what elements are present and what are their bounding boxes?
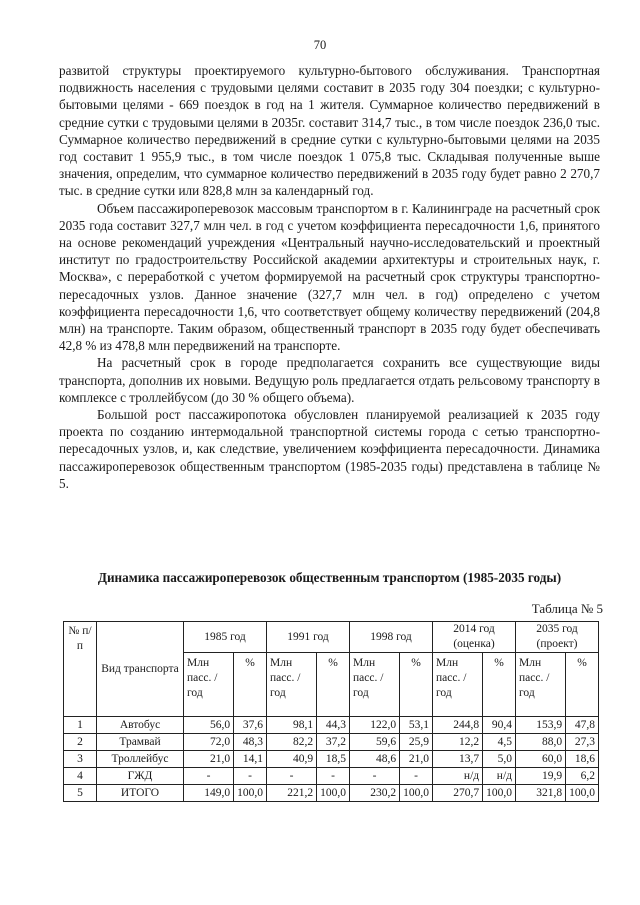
cell-value: - <box>317 768 350 785</box>
cell-value: 6,2 <box>566 768 599 785</box>
cell-value: 40,9 <box>267 751 317 768</box>
cell-value: 25,9 <box>400 734 433 751</box>
cell-value: 90,4 <box>483 717 516 734</box>
header-year: 1985 год <box>184 622 267 653</box>
row-transport-type: Трамвай <box>97 734 184 751</box>
header-unit-pct: % <box>566 653 599 717</box>
cell-value: 321,8 <box>516 785 566 802</box>
page-number: 70 <box>313 38 327 52</box>
cell-value: 100,0 <box>317 785 350 802</box>
header-year: 1991 год <box>267 622 350 653</box>
cell-value: 53,1 <box>400 717 433 734</box>
cell-value: 19,9 <box>516 768 566 785</box>
row-num: 1 <box>64 717 97 734</box>
cell-value: 48,3 <box>234 734 267 751</box>
table-row <box>64 717 599 734</box>
cell-value: 47,8 <box>566 717 599 734</box>
table-title: Динамика пассажироперевозок общественным транспортом (1985-2035 годы) <box>97 570 562 585</box>
row-transport-type: Автобус <box>97 717 184 734</box>
cell-value: 12,2 <box>433 734 483 751</box>
cell-value: 72,0 <box>184 734 234 751</box>
header-unit-pct: % <box>317 653 350 717</box>
cell-value: 230,2 <box>350 785 400 802</box>
cell-value: н/д <box>433 768 483 785</box>
cell-value: 82,2 <box>267 734 317 751</box>
row-transport-type: Троллейбус <box>97 751 184 768</box>
header-unit-pct: % <box>400 653 433 717</box>
cell-value: 100,0 <box>234 785 267 802</box>
header-year: 2035 год (проект) <box>516 622 599 653</box>
cell-value: 5,0 <box>483 751 516 768</box>
header-unit-mln: Млн пасс. / год <box>350 653 400 717</box>
cell-value: 98,1 <box>267 717 317 734</box>
cell-value: - <box>350 768 400 785</box>
table-row <box>64 785 599 802</box>
cell-value: 221,2 <box>267 785 317 802</box>
table-label: Таблица № 5 <box>531 601 603 616</box>
cell-value: 244,8 <box>433 717 483 734</box>
header-num: № п/п <box>64 622 97 717</box>
cell-value: 149,0 <box>184 785 234 802</box>
row-num: 3 <box>64 751 97 768</box>
cell-value: 88,0 <box>516 734 566 751</box>
header-transport-type: Вид транспорта <box>97 622 184 717</box>
cell-value: 153,9 <box>516 717 566 734</box>
paragraph: развитой структуры проектируемого культурно-бытового обслуживания. Транспортная подвижность населения с трудовыми целями составит в 2035 году 304 поездки; с культурно-бытовыми целями - 669 поездок в год на 1 жителя. Суммарное количество передвижений в средние сутки с трудовыми целями в 2035г. составит 314,7 тыс., в том числе поездок 236,0 тыс. Суммарное количество передвижений в средние сутки с культурно-бытовыми целями на 2035 год составит 1 955,9 тыс., в том числе поездок 1 075,8 тыс. Складывая полученные выше значения, определим, что суммарное количество передвижений в 2035 году будет равно 2 270,7 тыс. в средние сутки или 828,8 млн за календарный год. <box>59 63 600 199</box>
cell-value: 270,7 <box>433 785 483 802</box>
cell-value: 21,0 <box>184 751 234 768</box>
cell-value: - <box>400 768 433 785</box>
cell-value: 100,0 <box>483 785 516 802</box>
header-unit-mln: Млн пасс. / год <box>184 653 234 717</box>
cell-value: 100,0 <box>400 785 433 802</box>
table-row <box>64 768 599 785</box>
cell-value: 37,2 <box>317 734 350 751</box>
table-row <box>64 751 599 768</box>
cell-value: 14,1 <box>234 751 267 768</box>
row-num: 2 <box>64 734 97 751</box>
header-unit-mln: Млн пасс. / год <box>516 653 566 717</box>
cell-value: - <box>184 768 234 785</box>
cell-value: 4,5 <box>483 734 516 751</box>
header-unit-pct: % <box>483 653 516 717</box>
cell-value: - <box>234 768 267 785</box>
row-transport-type: ИТОГО <box>97 785 184 802</box>
cell-value: 48,6 <box>350 751 400 768</box>
cell-value: 21,0 <box>400 751 433 768</box>
passenger-transport-table <box>63 621 599 802</box>
row-transport-type: ГЖД <box>97 768 184 785</box>
header-unit-pct: % <box>234 653 267 717</box>
cell-value: 18,5 <box>317 751 350 768</box>
cell-value: 44,3 <box>317 717 350 734</box>
paragraph: Большой рост пассажиропотока обусловлен планируемой реализацией к 2035 году проекта по созданию интермодальной транспортной системы города с сетью транспортно-пересадочных узлов, и, как следствие, увеличением коэффициента пересадочности. Динамика пассажироперевозок общественным транспортом (1985-2035 годы) представлена в таблице № 5. <box>59 407 600 491</box>
row-num: 5 <box>64 785 97 802</box>
cell-value: 60,0 <box>516 751 566 768</box>
cell-value: 100,0 <box>566 785 599 802</box>
body-text <box>59 62 600 492</box>
cell-value: 56,0 <box>184 717 234 734</box>
cell-value: 27,3 <box>566 734 599 751</box>
cell-value: - <box>267 768 317 785</box>
row-num: 4 <box>64 768 97 785</box>
cell-value: н/д <box>483 768 516 785</box>
cell-value: 122,0 <box>350 717 400 734</box>
header-unit-mln: Млн пасс. / год <box>267 653 317 717</box>
header-unit-mln: Млн пасс. / год <box>433 653 483 717</box>
cell-value: 59,6 <box>350 734 400 751</box>
paragraph: На расчетный срок в городе предполагается сохранить все существующие виды транспорта, дополнив их новыми. Ведущую роль предлагается отдать рельсовому транспорту в комплексе с троллейбусом (до 30 % общего объема). <box>59 355 600 405</box>
cell-value: 37,6 <box>234 717 267 734</box>
header-year: 2014 год (оценка) <box>433 622 516 653</box>
paragraph: Объем пассажироперевозок массовым транспортом в г. Калининграде на расчетный срок 2035 года составит 327,7 млн чел. в год с учетом коэффициента пересадочности 1,6, принятого на основе рекомендаций учреждения «Центральный научно-исследовательский и проектный институт по градостроительству Российской академии архитектуры и строительных наук, г. Москва», с переработкой с учетом формируемой на расчетный срок структуры транспортно-пересадочных узлов. Данное значение (327,7 млн чел. в год) определено с учетом коэффициента пересадочности 1,6, что соответствует общему количеству передвижений (204,8 млн) на транспорте. Таким образом, общественный транспорт в 2035 году будет обеспечивать 42,8 % из 478,8 млн передвижений на транспорте. <box>59 200 600 354</box>
table-row <box>64 734 599 751</box>
header-year: 1998 год <box>350 622 433 653</box>
cell-value: 13,7 <box>433 751 483 768</box>
cell-value: 18,6 <box>566 751 599 768</box>
